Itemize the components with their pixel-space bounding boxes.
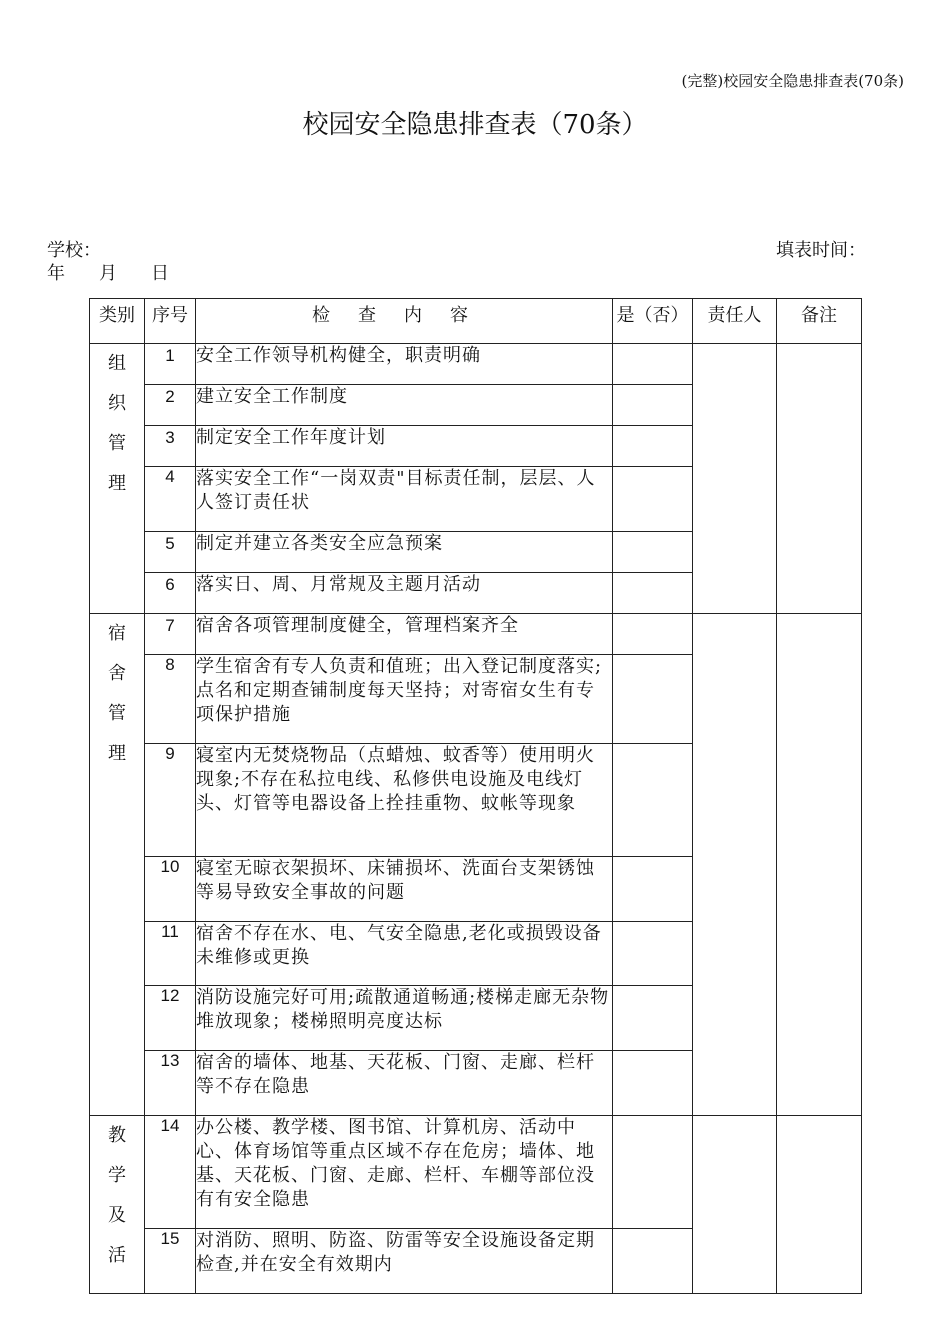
category-cell: [90, 614, 145, 1116]
content-cell: 宿舍各项管理制度健全，管理档案齐全: [196, 614, 613, 655]
content-cell: 寝室内无焚烧物品（点蜡烛、蚊香等）使用明火现象;不存在私拉电线、私修供电设施及电线灯头、灯管等电器设备上拴挂重物、蚊帐等现象: [196, 744, 613, 857]
category-char: 及: [108, 1205, 126, 1226]
category-char: 教: [108, 1125, 126, 1146]
content-cell: 消防设施完好可用;疏散通道畅通;楼梯走廊无杂物堆放现象；楼梯照明亮度达标: [196, 986, 613, 1051]
school-label: 学校：: [47, 240, 101, 261]
content-cell: 落实日、周、月常规及主题月活动: [196, 573, 613, 614]
category-char: 织: [108, 393, 126, 414]
category-char: 组: [108, 353, 126, 374]
remarks-cell[interactable]: [777, 614, 862, 1116]
yes-no-cell[interactable]: [613, 385, 693, 426]
seq-cell: 6: [145, 573, 196, 614]
content-cell: 宿舍的墙体、地基、天花板、门窗、走廊、栏杆等不存在隐患: [196, 1051, 613, 1116]
yes-no-cell[interactable]: [613, 532, 693, 573]
content-cell: 宿舍不存在水、电、气安全隐患,老化或损毁设备未维修或更换: [196, 922, 613, 986]
table-row: [90, 614, 862, 655]
seq-cell: 2: [145, 385, 196, 426]
yes-no-cell[interactable]: [613, 614, 693, 655]
header-category: 类别: [90, 299, 145, 344]
fill-time-label: 填表时间：: [776, 240, 866, 261]
category-cell: [90, 1116, 145, 1294]
remarks-cell[interactable]: [777, 344, 862, 614]
seq-cell: 4: [145, 467, 196, 532]
date-month-label: 月: [99, 263, 117, 284]
content-cell: 寝室无晾衣架损坏、床铺损坏、洗面台支架锈蚀等易导致安全事故的问题: [196, 857, 613, 922]
seq-cell: 1: [145, 344, 196, 385]
category-char: 理: [108, 473, 126, 494]
category-char: 舍: [108, 663, 126, 684]
content-cell: 安全工作领导机构健全，职责明确: [196, 344, 613, 385]
responsible-cell[interactable]: [693, 1116, 777, 1294]
yes-no-cell[interactable]: [613, 573, 693, 614]
yes-no-cell[interactable]: [613, 922, 693, 986]
header-content: 检查内容: [196, 299, 613, 344]
yes-no-cell[interactable]: [613, 857, 693, 922]
header-seq: 序号: [145, 299, 196, 344]
seq-cell: 5: [145, 532, 196, 573]
content-cell: 落实安全工作“一岗双责"目标责任制，层层、人人签订责任状: [196, 467, 613, 532]
seq-cell: 15: [145, 1229, 196, 1294]
category-char: 活: [108, 1245, 126, 1266]
yes-no-cell[interactable]: [613, 467, 693, 532]
yes-no-cell[interactable]: [613, 1116, 693, 1229]
seq-cell: 14: [145, 1116, 196, 1229]
remarks-cell[interactable]: [777, 1116, 862, 1294]
yes-no-cell[interactable]: [613, 1051, 693, 1116]
yes-no-cell[interactable]: [613, 986, 693, 1051]
date-day-label: 日: [151, 263, 169, 284]
seq-cell: 3: [145, 426, 196, 467]
category-char: 管: [108, 433, 126, 454]
content-cell: 制定安全工作年度计划: [196, 426, 613, 467]
content-cell: 建立安全工作制度: [196, 385, 613, 426]
yes-no-cell[interactable]: [613, 1229, 693, 1294]
seq-cell: 13: [145, 1051, 196, 1116]
seq-cell: 7: [145, 614, 196, 655]
category-char: 学: [108, 1165, 126, 1186]
table-row: [90, 344, 862, 385]
responsible-cell[interactable]: [693, 614, 777, 1116]
content-cell: 办公楼、教学楼、图书馆、计算机房、活动中心、体育场馆等重点区域不存在危房；墙体、地基、天花板、门窗、走廊、栏杆、车棚等部位没有有安全隐患: [196, 1116, 613, 1229]
seq-cell: 12: [145, 986, 196, 1051]
content-cell: 制定并建立各类安全应急预案: [196, 532, 613, 573]
header-responsible: 责任人: [693, 299, 777, 344]
responsible-cell[interactable]: [693, 344, 777, 614]
category-char: 宿: [108, 623, 126, 644]
yes-no-cell[interactable]: [613, 744, 693, 857]
yes-no-cell[interactable]: [613, 655, 693, 744]
category-char: 管: [108, 703, 126, 724]
table-header-row: [90, 299, 862, 344]
header-remarks: 备注: [777, 299, 862, 344]
table-row: [90, 1116, 862, 1229]
date-line: [47, 259, 169, 285]
content-cell: 学生宿舍有专人负责和值班；出入登记制度落实;点名和定期查铺制度每天坚持；对寄宿女生有专项保护措施: [196, 655, 613, 744]
category-cell: [90, 344, 145, 614]
seq-cell: 8: [145, 655, 196, 744]
running-header: (完整)校园安全隐患排查表(70条): [681, 72, 904, 90]
seq-cell: 10: [145, 857, 196, 922]
date-year-label: 年: [47, 263, 65, 284]
content-cell: 对消防、照明、防盗、防雷等安全设施设备定期检查,并在安全有效期内: [196, 1229, 613, 1294]
seq-cell: 11: [145, 922, 196, 986]
category-char: 理: [108, 743, 126, 764]
header-yes-no: 是（否）: [613, 299, 693, 344]
yes-no-cell[interactable]: [613, 344, 693, 385]
inspection-table: [89, 298, 862, 1294]
document-title: 校园安全隐患排查表（70条）: [302, 110, 648, 140]
yes-no-cell[interactable]: [613, 426, 693, 467]
seq-cell: 9: [145, 744, 196, 857]
